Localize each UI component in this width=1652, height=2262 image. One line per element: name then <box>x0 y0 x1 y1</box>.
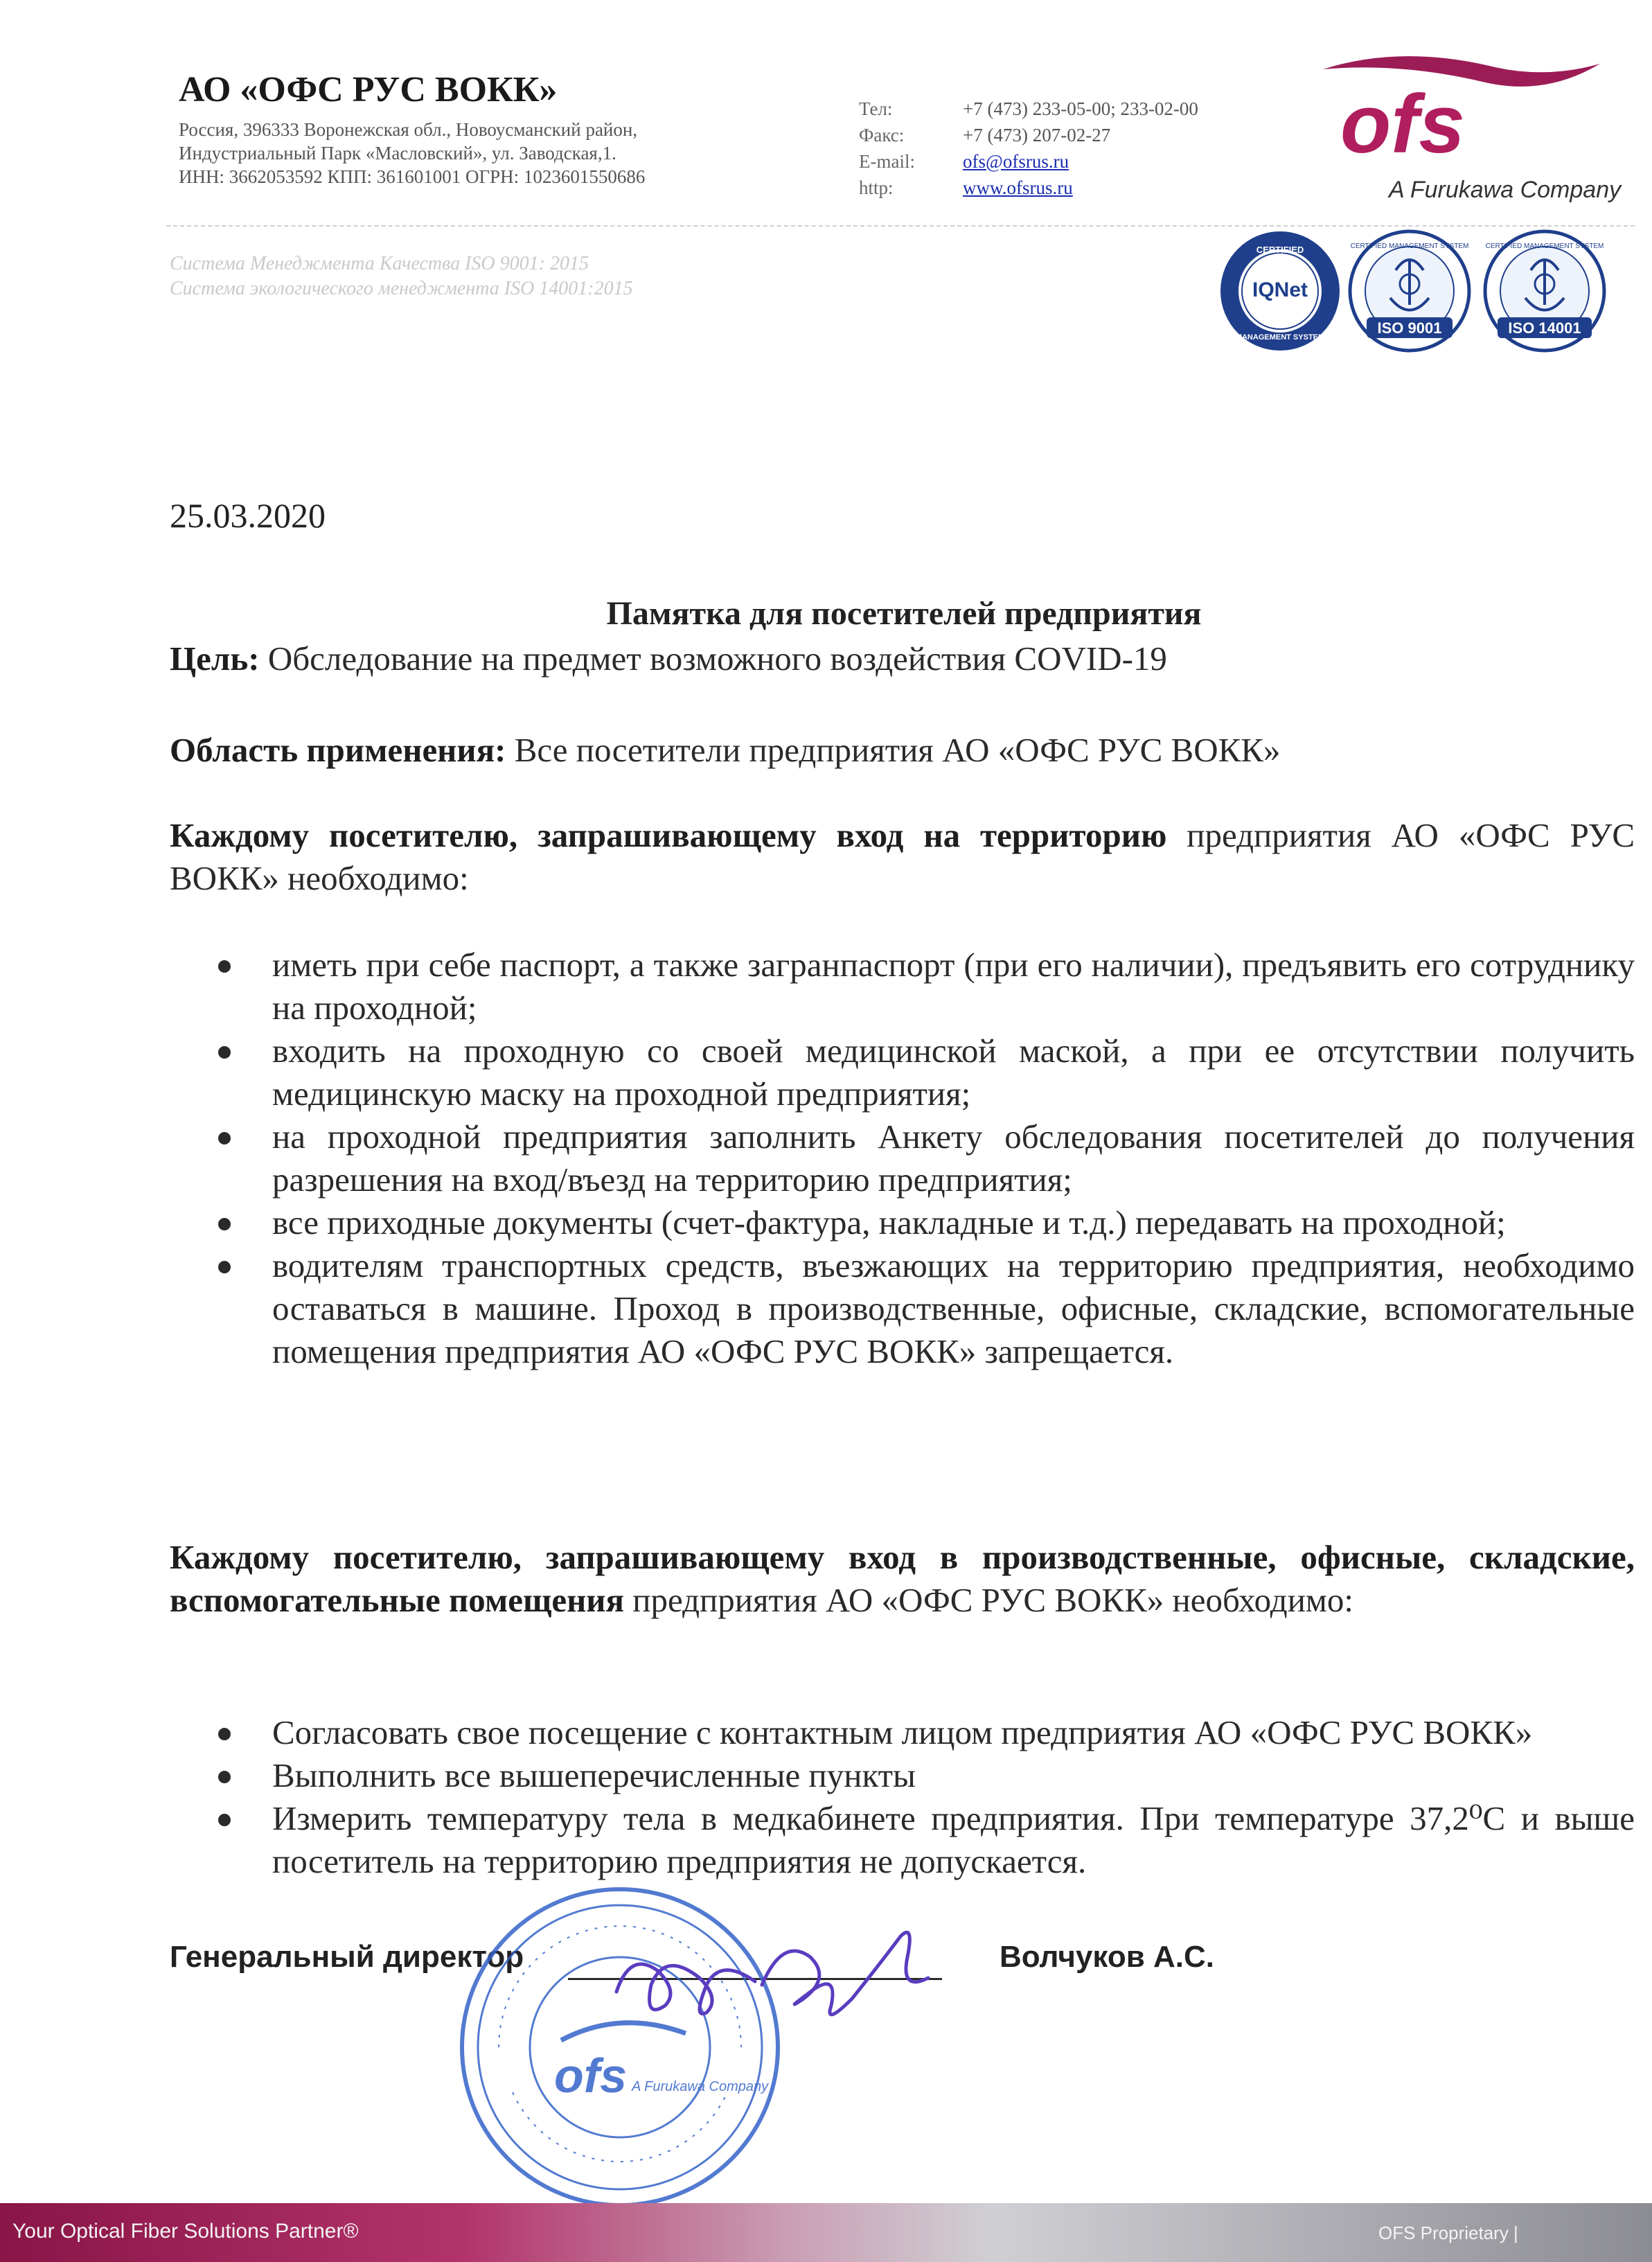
fax-value: +7 (473) 207-02-27 <box>963 125 1111 145</box>
list-item: входить на проходную со своей медицинской маской, а при ее отсутствии получить медицинскую маску на проходной предприятия; <box>170 1030 1635 1115</box>
header-divider <box>166 225 1635 227</box>
website-link[interactable]: www.ofsrus.ru <box>963 177 1073 198</box>
svg-text:CERTIFIED MANAGEMENT SYSTEM: CERTIFIED MANAGEMENT SYSTEM <box>1485 242 1604 250</box>
list-item: на проходной предприятия заполнить Анкету обследования посетителей до получения разрешения на вход/въезд на территорию предприятия; <box>170 1115 1635 1201</box>
scope-label: Область применения: <box>170 731 506 769</box>
svg-text:CERTIFIED: CERTIFIED <box>1256 245 1304 255</box>
website-label: http: <box>859 177 894 198</box>
list-item: водителям транспортных средств, въезжающих на территорию предприятия, необходимо оставаться в машине. Проход в производственные, офисные, складские, вспомогательные помещения предприятия АО «ОФС РУС ВОКК» запрещается. <box>170 1244 1635 1373</box>
iqnet-seal-icon <box>1218 229 1342 353</box>
phone-label: Тел: <box>859 98 893 119</box>
phone-value: +7 (473) 233-05-00; 233-02-00 <box>963 98 1198 119</box>
goal-paragraph <box>170 637 1635 680</box>
registration-line: ИНН: 3662053592 КПП: 361601001 ОГРН: 1023601550686 <box>179 166 646 187</box>
svg-text:ISO 9001: ISO 9001 <box>1377 319 1442 337</box>
address-line: Россия, 396333 Воронежская обл., Новоусманский район, <box>179 119 638 140</box>
svg-text:CERTIFIED MANAGEMENT SYSTEM: CERTIFIED MANAGEMENT SYSTEM <box>1350 242 1469 250</box>
territory-section-intro <box>170 814 1635 900</box>
list-item: Выполнить все вышеперечисленные пункты <box>170 1754 1635 1797</box>
list-item: Измерить температуру тела в медкабинете предприятия. При температуре 37,2⁰С и выше посетитель на территорию предприятия не допускается. <box>170 1797 1635 1883</box>
premises-requirements-list <box>170 1711 1635 1883</box>
list-item: все приходные документы (счет-фактура, накладные и т.д.) передавать на проходной; <box>170 1201 1635 1244</box>
premises-section-intro <box>170 1536 1635 1622</box>
iso-9001-statement: Система Менеджмента Качества ISO 9001: 2015 <box>170 253 589 274</box>
signatory-name: Волчуков А.С. <box>1000 1940 1215 1974</box>
ofs-logo <box>1316 48 1635 215</box>
goal-text: Обследование на предмет возможного воздействия COVID-19 <box>259 639 1167 678</box>
svg-text:ofs: ofs <box>554 2049 627 2103</box>
territory-section-text: предприятия АО «ОФС РУС ВОКК» необходимо: <box>170 816 1635 897</box>
logo-wordmark: ofs <box>1340 78 1465 170</box>
address-line: Индустриальный Парк «Масловский», ул. Заводская,1. <box>179 143 616 164</box>
goal-label: Цель: <box>170 639 260 678</box>
email-label: E-mail: <box>859 151 915 172</box>
fax-label: Факс: <box>859 125 905 145</box>
handwritten-signature-icon <box>603 1909 963 2033</box>
email-link[interactable]: ofs@ofsrus.ru <box>963 151 1069 172</box>
document-date: 25.03.2020 <box>170 496 326 535</box>
footer-slogan: Your Optical Fiber Solutions Partner® <box>12 2220 359 2243</box>
svg-text:ISO 14001: ISO 14001 <box>1508 319 1581 337</box>
scope-text: Все посетители предприятия АО «ОФС РУС ВОКК» <box>506 731 1281 769</box>
company-name: АО «ОФС РУС ВОКК» <box>179 70 558 109</box>
territory-requirements-list <box>170 944 1635 1373</box>
svg-text:A Furukawa Company: A Furukawa Company <box>632 2079 769 2094</box>
premises-section-heading: Каждому посетителю, запрашивающему вход в производственные, офисные, складские, вспомогательные помещения <box>170 1538 1635 1619</box>
iso-9001-seal-icon <box>1347 229 1472 353</box>
iso-14001-seal-icon <box>1482 229 1607 353</box>
list-item: иметь при себе паспорт, а также загранпаспорт (при его наличии), предъявить его сотруднику на проходной; <box>170 944 1635 1030</box>
logo-tagline: A Furukawa Company <box>1389 177 1622 203</box>
signatory-role: Генеральный директор <box>170 1940 524 1974</box>
list-item: Согласовать свое посещение с контактным лицом предприятия АО «ОФС РУС ВОКК» <box>170 1711 1635 1754</box>
premises-section-text: предприятия АО «ОФС РУС ВОКК» необходимо: <box>624 1581 1354 1619</box>
footer-proprietary: OFS Proprietary | <box>1378 2223 1518 2243</box>
territory-section-heading: Каждому посетителю, запрашивающему вход на территорию <box>170 816 1167 854</box>
svg-text:MANAGEMENT SYSTEM: MANAGEMENT SYSTEM <box>1235 333 1325 342</box>
svg-text:IQNet: IQNet <box>1252 279 1308 301</box>
scope-paragraph <box>170 729 1635 772</box>
document-title: Памятка для посетителей предприятия <box>606 595 1202 632</box>
iso-14001-statement: Система экологического менеджмента ISO 14001:2015 <box>170 278 633 299</box>
